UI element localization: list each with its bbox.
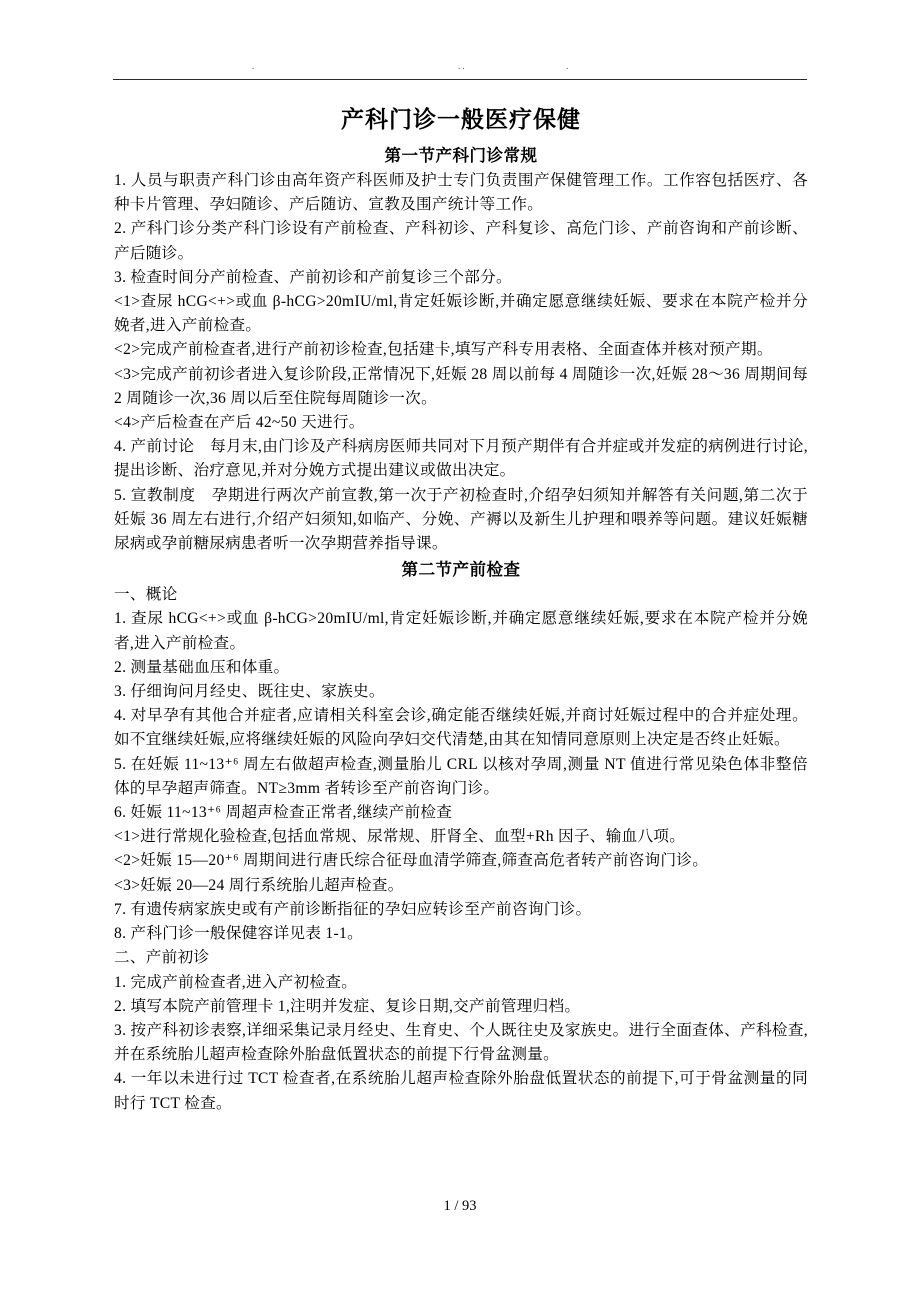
paragraph: <2>妊娠 15—20⁺⁶ 周期间进行唐氏综合征母血清学筛查,筛查高危者转产前咨询门诊。: [114, 852, 709, 870]
paragraph: 4. 对早孕有其他合并症者,应请相关科室会诊,确定能否继续妊娠,并商讨妊娠过程中的合并症处理。如不宜继续妊娠,应将继续妊娠的风险向孕妇交代清楚,由其在知情同意原则上决定是否终止妊娠。: [114, 707, 808, 749]
document-title: 产科门诊一般医疗保健: [341, 107, 581, 132]
paragraph: 5. 宣教制度 孕期进行两次产前宣教,第一次于产初检查时,介绍孕妇须知并解答有关问题,第二次于妊娠 36 周左右进行,介绍产妇须知,如临产、分娩、产褥以及新生儿护理和喂养等问题。建议妊娠糖尿病或孕前糖尿病患者听一次孕期营养指导课。: [114, 486, 808, 553]
header-mark: .: [252, 61, 257, 71]
header-divider: [113, 79, 807, 80]
page-footer: [0, 1198, 920, 1215]
paragraph: 二、产前初诊: [114, 949, 210, 967]
paragraph: <1>进行常规化验检查,包括血常规、尿常规、肝肾全、血型+Rh 因子、输血八项。: [114, 828, 686, 846]
paragraph: 8. 产科门诊一般保健容详见表 1-1。: [114, 925, 363, 943]
section-2-heading: 第二节产前检查: [401, 560, 521, 580]
paragraph: <4>产后检查在产后 42~50 天进行。: [114, 414, 365, 432]
paragraph: 3. 检查时间分产前检查、产前初诊和产前复诊三个部分。: [114, 268, 512, 286]
paragraph: 3. 仔细询问月经史、既往史、家族史。: [114, 683, 385, 701]
paragraph: 5. 在妊娠 11~13⁺⁶ 周左右做超声检查,测量胎儿 CRL 以核对孕周,测量 NT 值进行常见染色体非整倍体的早孕超声筛查。NT≥3mm 者转诊至产前咨询门诊。: [114, 755, 808, 797]
paragraph: 6. 妊娠 11~13⁺⁶ 周超声检查正常者,继续产前检查: [114, 804, 453, 822]
paragraph: 4. 一年以未进行过 TCT 检查者,在系统胎儿超声检查除外胎盘低置状态的前提下,可于骨盆测量的同时行 TCT 检查。: [114, 1070, 808, 1112]
paragraph: 7. 有遗传病家族史或有产前诊断指征的孕妇应转诊至产前咨询门诊。: [114, 900, 592, 918]
section-1-heading: 第一节产科门诊常规: [384, 146, 538, 165]
document-content: [114, 102, 808, 1116]
paragraph: 2. 测量基础血压和体重。: [114, 658, 290, 676]
page-number: 1 / 93: [443, 1198, 477, 1214]
paragraph: 一、概论: [114, 586, 178, 604]
paragraph: <2>完成产前检查者,进行产前初诊检查,包括建卡,填写产科专用表格、全面查体并核对预产期。: [114, 341, 773, 359]
paragraph: <1>查尿 hCG<+>或血 β-hCG>20mIU/ml,肯定妊娠诊断,并确定愿意继续妊娠、要求在本院产检并分娩者,进入产前检查。: [114, 293, 808, 335]
paragraph: <3>完成产前初诊者进入复诊阶段,正常情况下,妊娠 28 周以前每 4 周随诊一次,妊娠 28～36 周期间每 2 周随诊一次,36 周以后至住院每周随诊一次。: [114, 365, 808, 407]
paragraph: 4. 产前讨论 每月末,由门诊及产科病房医师共同对下月预产期伴有合并症或并发症的病例进行讨论,提出诊断、治疗意见,并对分娩方式提出建议或做出决定。: [114, 438, 808, 480]
paragraph: 1. 完成产前检查者,进入产初检查。: [114, 973, 358, 991]
paragraph: 2. 填写本院产前管理卡 1,注明并发症、复诊日期,交产前管理归档。: [114, 997, 581, 1015]
header-mark: .: [566, 61, 571, 71]
paragraph: 1. 查尿 hCG<+>或血 β-hCG>20mIU/ml,肯定妊娠诊断,并确定愿意继续妊娠,要求在本院产检并分娩者,进入产前检查。: [114, 610, 808, 652]
paragraph: <3>妊娠 20—24 周行系统胎儿超声检查。: [114, 876, 404, 894]
header-mark: ..: [458, 61, 467, 71]
paragraph: 1. 人员与职责产科门诊由高年资产科医师及护士专门负责围产保健管理工作。工作容包括医疗、各种卡片管理、孕妇随诊、产后随访、宣教及围产统计等工作。: [114, 172, 808, 214]
paragraph: 3. 按产科初诊表察,详细采集记录月经史、生育史、个人既往史及家族史。进行全面查体、产科检查,并在系统胎儿超声检查除外胎盘低置状态的前提下行骨盆测量。: [114, 1021, 808, 1064]
paragraph: 2. 产科门诊分类产科门诊设有产前检查、产科初诊、产科复诊、高危门诊、产前咨询和产前诊断、产后随诊。: [114, 220, 808, 262]
